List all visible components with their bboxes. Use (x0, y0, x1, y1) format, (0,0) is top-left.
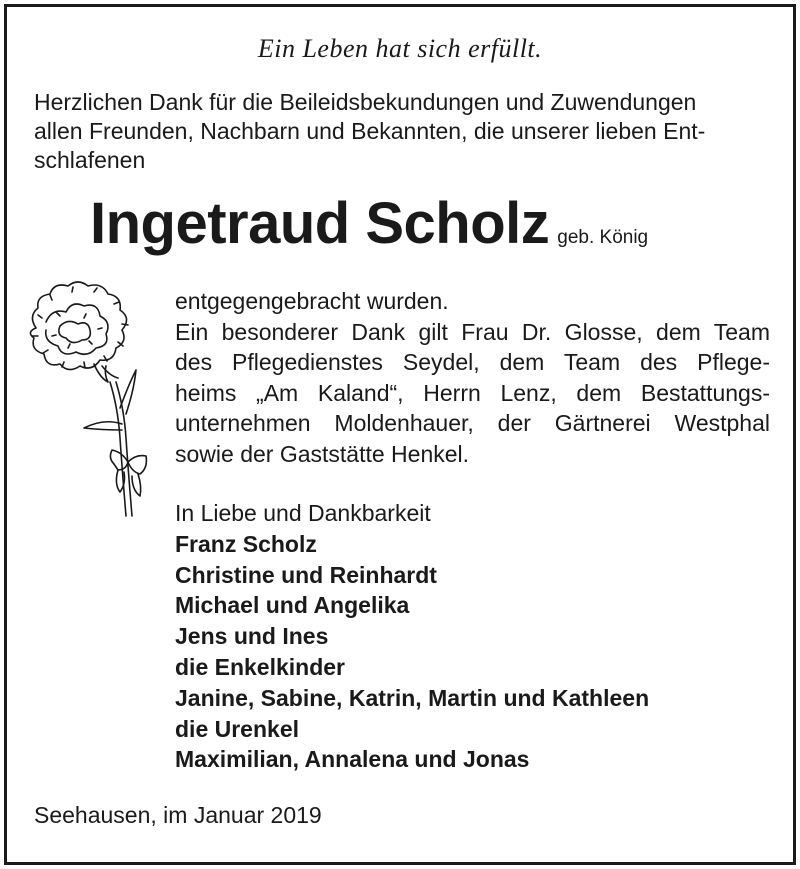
mourner-line: Janine, Sabine, Katrin, Martin und Kathleen (175, 684, 650, 711)
body-line: sowie der Gaststätte Henkel. (175, 440, 470, 467)
mourner-line: die Enkelkinder (175, 653, 346, 680)
body-line: unternehmen Moldenhauer, der Gärtnerei Westphal (175, 410, 770, 436)
mourner-line: die Urenkel (175, 715, 299, 742)
body-line: heims „Am Kaland“, Herrn Lenz, dem Bestattungs- (175, 379, 770, 406)
deceased-heading (90, 190, 648, 257)
mourners-list (175, 498, 649, 775)
motto: Ein Leben hat sich erfüllt. (257, 34, 543, 63)
body-line: Ein besonderer Dank gilt Frau Dr. Glosse, dem Team (175, 318, 770, 345)
deceased-name: Ingetraud Scholz (90, 191, 550, 256)
place-date: Seehausen, im Januar 2019 (34, 802, 322, 828)
body-line: entgegengebracht wurden. (175, 288, 449, 314)
intro-text (34, 88, 769, 175)
body-line: des Pflegedienstes Seydel, dem Team des Pflege- (175, 349, 770, 375)
intro-line: Herzlichen Dank für die Beileidsbekundungen und Zuwendungen (34, 89, 697, 115)
mourner-line: Christine und Reinhardt (175, 561, 437, 588)
mourner-line: Franz Scholz (175, 530, 317, 557)
thanks-text (175, 286, 770, 469)
mourner-line: Michael und Angelika (175, 592, 410, 619)
mourner-line: Maximilian, Annalena und Jonas (175, 746, 530, 773)
carnation-icon (22, 278, 152, 523)
intro-line: schlafenen (34, 147, 146, 173)
intro-line: allen Freunden, Nachbarn und Bekannten, die unserer lieben Ent- (34, 118, 706, 144)
closing-phrase: In Liebe und Dankbarkeit (175, 500, 431, 526)
birth-name: geb. König (557, 227, 649, 248)
mourner-line: Jens und Ines (175, 623, 329, 650)
